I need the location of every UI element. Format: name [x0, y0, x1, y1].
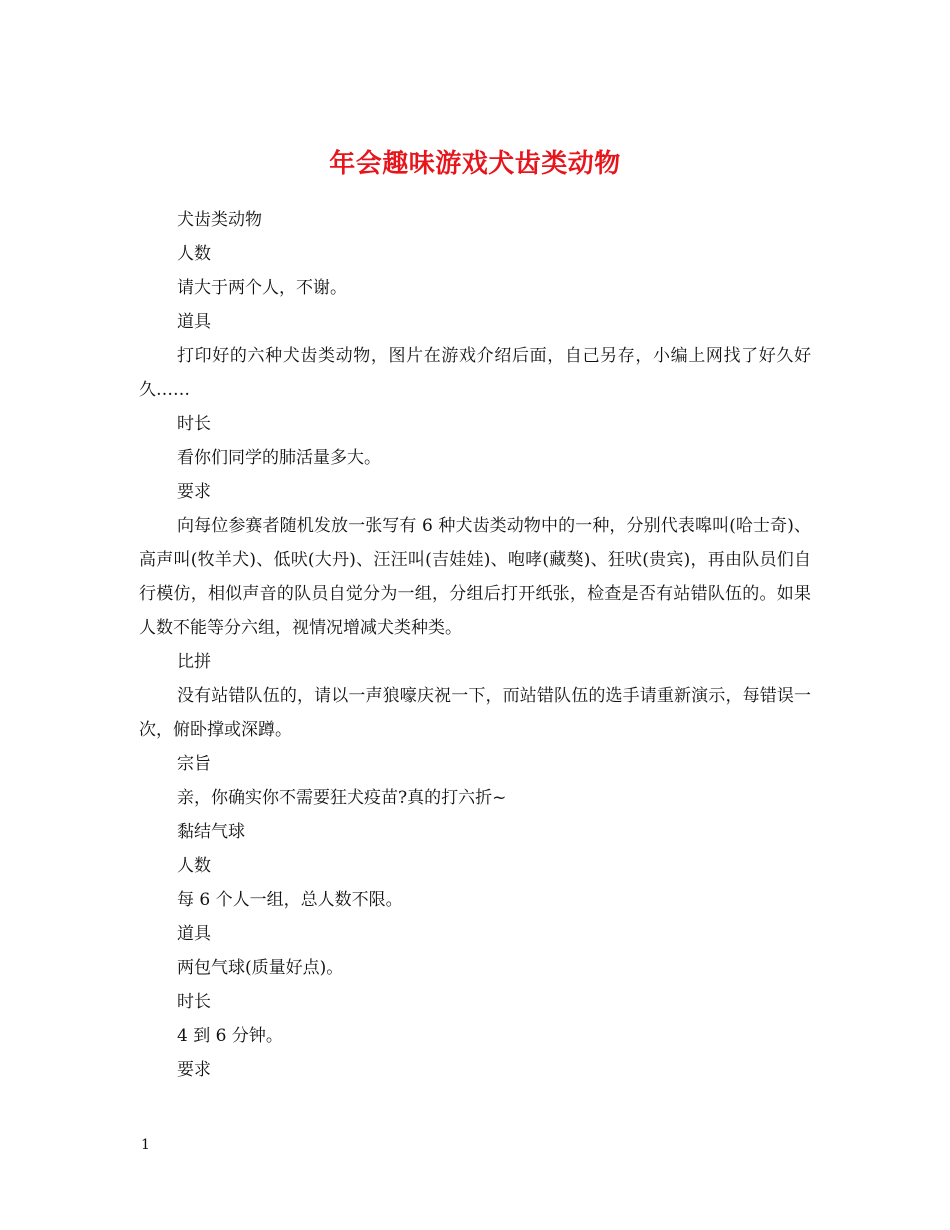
- page-number: 1: [141, 1137, 150, 1153]
- paragraph-competition-text: 没有站错队伍的，请以一声狼嚎庆祝一下，而站错队伍的选手请重新演示，每错误一次，俯卧撑或深蹲。: [139, 686, 811, 740]
- paragraph-label-duration: 时长: [177, 414, 211, 434]
- paragraph-duration-text: 4 到 6 分钟。: [177, 1026, 283, 1046]
- paragraph-label-competition: 比拼: [177, 652, 211, 672]
- document-body: [139, 203, 811, 1087]
- paragraph-label-duration: 时长: [177, 992, 211, 1012]
- paragraph-label-purpose: 宗旨: [177, 754, 211, 774]
- paragraph-purpose-text: 亲，你确实你不需要狂犬疫苗?真的打六折~: [177, 788, 507, 808]
- paragraph-players-text: 每 6 个人一组，总人数不限。: [177, 890, 403, 910]
- paragraph-section-heading: 犬齿类动物: [177, 210, 262, 230]
- paragraph-duration-text: 看你们同学的肺活量多大。: [177, 448, 381, 468]
- paragraph-label-requirements: 要求: [177, 482, 211, 502]
- paragraph-label-props: 道具: [177, 312, 211, 332]
- paragraph-props-text: 两包气球(质量好点)。: [177, 958, 344, 978]
- paragraph-section-heading: 黏结气球: [177, 822, 245, 842]
- paragraph-players-text: 请大于两个人，不谢。: [177, 278, 347, 298]
- paragraph-requirements-text: 向每位参赛者随机发放一张写有 6 种犬齿类动物中的一种，分别代表嗥叫(哈士奇)、高声叫(牧羊犬)、低吠(大丹)、汪汪叫(吉娃娃)、咆哮(藏獒)、狂吠(贵宾)，再由队员们自行模仿，相似声音的队员自觉分为一组，分组后打开纸张，检查是否有站错队伍的。如果人数不能等分六组，视情况增减犬类种类。: [139, 516, 811, 638]
- paragraph-props-text: 打印好的六种犬齿类动物，图片在游戏介绍后面，自己另存，小编上网找了好久好久……: [139, 346, 811, 400]
- paragraph-label-requirements: 要求: [177, 1060, 211, 1080]
- paragraph-label-props: 道具: [177, 924, 211, 944]
- page-title: 年会趣味游戏犬齿类动物: [329, 149, 621, 180]
- paragraph-label-players: 人数: [177, 856, 211, 876]
- paragraph-label-players: 人数: [177, 244, 211, 264]
